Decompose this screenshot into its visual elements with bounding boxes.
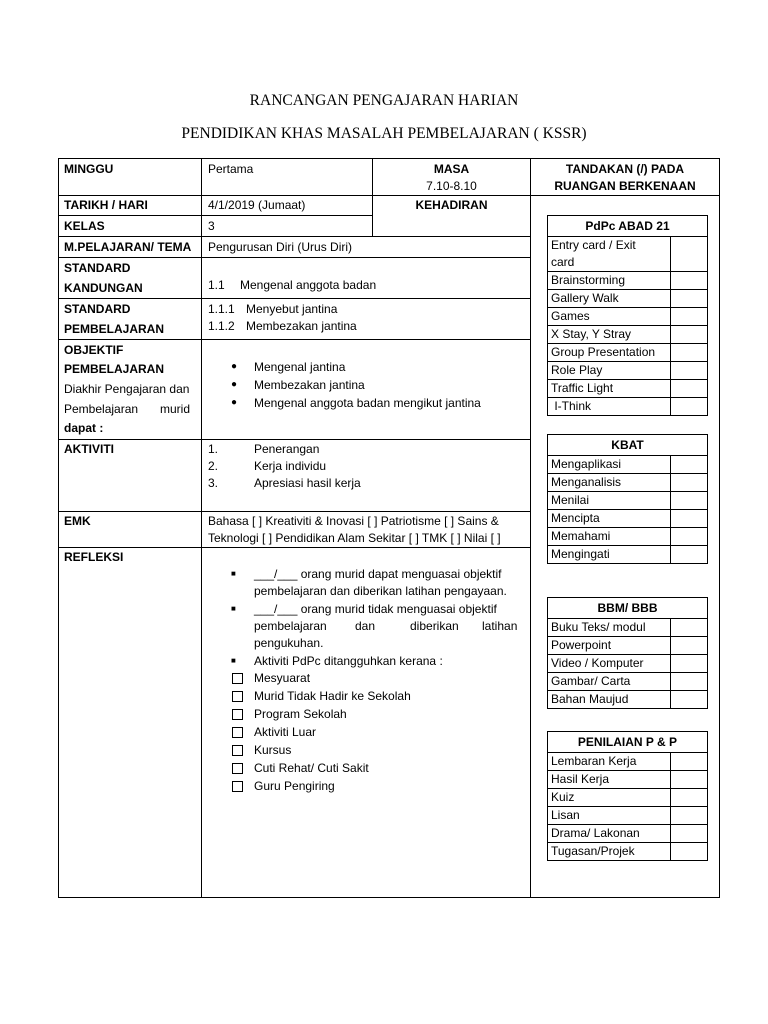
tick-cell[interactable] xyxy=(671,637,708,655)
aktiviti-item: Penerangan xyxy=(254,442,320,456)
refleksi-check-label: Guru Pengiring xyxy=(254,779,335,793)
refleksi-line: pembelajaran dan diberikan latihan pengayaan. xyxy=(254,584,507,598)
penilaian-table xyxy=(547,731,708,861)
refleksi-line: Aktiviti PdPc ditangguhkan kerana : xyxy=(254,654,443,668)
tick-cell[interactable] xyxy=(671,344,708,362)
bullet-icon: ■ xyxy=(231,604,236,613)
refleksi-line: pengukuhan. xyxy=(254,636,324,650)
objektif-item: Membezakan jantina xyxy=(254,378,365,392)
document-subtitle: PENDIDIKAN KHAS MASALAH PEMBELAJARAN ( KSSR) xyxy=(181,125,587,142)
pdpc-item: Role Play xyxy=(548,362,671,380)
pdpc-item: Brainstorming xyxy=(548,272,671,290)
tick-cell[interactable] xyxy=(671,380,708,398)
objektif-label-2: PEMBELAJARAN xyxy=(64,362,165,376)
penilaian-item: Kuiz xyxy=(548,789,671,807)
tick-cell[interactable] xyxy=(671,272,708,290)
kbat-title: KBAT xyxy=(548,435,708,456)
penilaian-title: PENILAIAN P & P xyxy=(548,732,708,753)
mata-pelajaran-value: Pengurusan Diri (Urus Diri) xyxy=(208,240,353,254)
tick-cell[interactable] xyxy=(671,510,708,528)
emk-line-2: Teknologi [ ] Pendidikan Alam Sekitar [ ] TMK [ ] Nilai [ ] xyxy=(208,531,501,545)
checkbox[interactable] xyxy=(232,781,243,792)
tick-cell[interactable] xyxy=(671,843,708,861)
pdpc-item: Traffic Light xyxy=(548,380,671,398)
refleksi-check-label: Cuti Rehat/ Cuti Sakit xyxy=(254,761,369,775)
kelas-label: KELAS xyxy=(64,219,105,233)
bbm-item: Buku Teks/ modul xyxy=(548,619,671,637)
standard-kandungan-number: 1.1 xyxy=(208,278,225,292)
tick-cell[interactable] xyxy=(671,789,708,807)
pdpc-item: Gallery Walk xyxy=(548,290,671,308)
pdpc-abad21-table xyxy=(547,215,708,416)
standard-pembelajaran-value-1: Menyebut jantina xyxy=(246,302,338,316)
refleksi-check-label: Murid Tidak Hadir ke Sekolah xyxy=(254,689,411,703)
tick-cell[interactable] xyxy=(671,474,708,492)
kelas-value: 3 xyxy=(208,219,215,233)
standard-pembelajaran-number-1: 1.1.1 xyxy=(208,302,235,316)
penilaian-item: Tugasan/Projek xyxy=(548,843,671,861)
penilaian-item: Lembaran Kerja xyxy=(548,753,671,771)
standard-kandungan-label-2: KANDUNGAN xyxy=(64,281,143,295)
refleksi-line: diberikan xyxy=(410,619,459,633)
tick-cell[interactable] xyxy=(671,492,708,510)
objektif-desc-2b: murid xyxy=(160,402,191,416)
refleksi-check-label: Kursus xyxy=(254,743,292,757)
emk-label: EMK xyxy=(64,514,91,528)
bullet-icon: ● xyxy=(231,379,238,390)
document-title: RANCANGAN PENGAJARAN HARIAN xyxy=(249,92,519,109)
kbat-item: Mencipta xyxy=(548,510,671,528)
kbat-item: Mengingati xyxy=(548,546,671,564)
bbm-table xyxy=(547,597,708,709)
masa-label: MASA xyxy=(433,162,470,176)
tick-cell[interactable] xyxy=(671,753,708,771)
tick-cell[interactable] xyxy=(671,456,708,474)
objektif-item: Mengenal jantina xyxy=(254,360,346,374)
ruangan-label: RUANGAN BERKENAAN xyxy=(554,179,696,193)
refleksi-line: ___/___ orang murid dapat menguasai objektif xyxy=(254,567,502,581)
bbm-item: Powerpoint xyxy=(548,637,671,655)
tick-cell[interactable] xyxy=(671,398,708,416)
refleksi-line: pembelajaran xyxy=(254,619,327,633)
tick-cell[interactable] xyxy=(671,237,708,272)
kbat-table xyxy=(547,434,708,564)
aktiviti-number: 3. xyxy=(208,476,219,490)
standard-pembelajaran-value-2: Membezakan jantina xyxy=(246,319,357,333)
standard-pembelajaran-label-1: STANDARD xyxy=(64,302,131,316)
tick-cell[interactable] xyxy=(671,771,708,789)
pdpc-item: I-Think xyxy=(548,398,671,416)
standard-pembelajaran-label-2: PEMBELAJARAN xyxy=(64,322,165,336)
tick-cell[interactable] xyxy=(671,546,708,564)
checkbox[interactable] xyxy=(232,709,243,720)
refleksi-check-label: Program Sekolah xyxy=(254,707,347,721)
tick-cell[interactable] xyxy=(671,673,708,691)
tick-cell[interactable] xyxy=(671,326,708,344)
bullet-icon: ■ xyxy=(231,569,236,578)
refleksi-check-label: Aktiviti Luar xyxy=(254,725,317,739)
tick-cell[interactable] xyxy=(671,308,708,326)
tick-cell[interactable] xyxy=(671,362,708,380)
checkbox[interactable] xyxy=(232,745,243,756)
tick-cell[interactable] xyxy=(671,655,708,673)
bbm-item: Bahan Maujud xyxy=(548,691,671,709)
objektif-desc-3: dapat : xyxy=(64,421,104,435)
kbat-item: Menilai xyxy=(548,492,671,510)
penilaian-item: Lisan xyxy=(548,807,671,825)
penilaian-item: Hasil Kerja xyxy=(548,771,671,789)
mata-pelajaran-label: M.PELAJARAN/ TEMA xyxy=(64,240,192,254)
bullet-icon: ● xyxy=(231,361,238,372)
objektif-label-1: OBJEKTIF xyxy=(64,343,124,357)
pdpc-title: PdPc ABAD 21 xyxy=(548,216,708,237)
refleksi-line: dan xyxy=(355,619,376,633)
tick-cell[interactable] xyxy=(671,825,708,843)
bbm-item: Gambar/ Carta xyxy=(548,673,671,691)
tarikh-value: 4/1/2019 (Jumaat) xyxy=(208,198,306,212)
pdpc-item: X Stay, Y Stray xyxy=(548,326,671,344)
aktiviti-item: Apresiasi hasil kerja xyxy=(254,476,361,490)
checkbox[interactable] xyxy=(232,691,243,702)
kehadiran-label: KEHADIRAN xyxy=(415,198,488,212)
masa-value: 7.10-8.10 xyxy=(426,179,477,193)
bullet-icon: ■ xyxy=(231,656,236,665)
tick-cell[interactable] xyxy=(671,528,708,546)
standard-pembelajaran-number-2: 1.1.2 xyxy=(208,319,235,333)
checkbox[interactable] xyxy=(232,763,243,774)
refleksi-label: REFLEKSI xyxy=(64,550,124,564)
refleksi-check-label: Mesyuarat xyxy=(254,671,311,685)
tick-cell[interactable] xyxy=(671,691,708,709)
tick-cell[interactable] xyxy=(671,807,708,825)
pdpc-item: Games xyxy=(548,308,671,326)
aktiviti-number: 2. xyxy=(208,459,219,473)
minggu-label: MINGGU xyxy=(64,162,114,176)
tandakan-label: TANDAKAN (/) PADA xyxy=(565,162,685,176)
kbat-item: Memahami xyxy=(548,528,671,546)
pdpc-item: Entry card / Exit card xyxy=(548,237,671,272)
aktiviti-number: 1. xyxy=(208,442,219,456)
bullet-icon: ● xyxy=(231,397,238,408)
penilaian-item: Drama/ Lakonan xyxy=(548,825,671,843)
standard-kandungan-value: Mengenal anggota badan xyxy=(240,278,377,292)
emk-line-1: Bahasa [ ] Kreativiti & Inovasi [ ] Patriotisme [ ] Sains & xyxy=(208,514,499,528)
bbm-title: BBM/ BBB xyxy=(548,598,708,619)
checkbox[interactable] xyxy=(232,673,243,684)
kbat-item: Menganalisis xyxy=(548,474,671,492)
pdpc-item: Group Presentation xyxy=(548,344,671,362)
refleksi-line: ___/___ orang murid tidak menguasai objektif xyxy=(254,602,497,616)
bbm-item: Video / Komputer xyxy=(548,655,671,673)
objektif-desc-1: Diakhir Pengajaran dan xyxy=(64,382,190,396)
minggu-value: Pertama xyxy=(208,162,254,176)
standard-kandungan-label-1: STANDARD xyxy=(64,261,131,275)
refleksi-line: latihan xyxy=(482,619,518,633)
tarikh-label: TARIKH / HARI xyxy=(64,198,148,212)
tick-cell[interactable] xyxy=(671,290,708,308)
aktiviti-label: AKTIVITI xyxy=(64,442,114,456)
objektif-item: Mengenal anggota badan mengikut jantina xyxy=(254,396,481,410)
kbat-item: Mengaplikasi xyxy=(548,456,671,474)
checkbox[interactable] xyxy=(232,727,243,738)
tick-cell[interactable] xyxy=(671,619,708,637)
aktiviti-item: Kerja individu xyxy=(254,459,327,473)
objektif-desc-2a: Pembelajaran xyxy=(64,402,139,416)
